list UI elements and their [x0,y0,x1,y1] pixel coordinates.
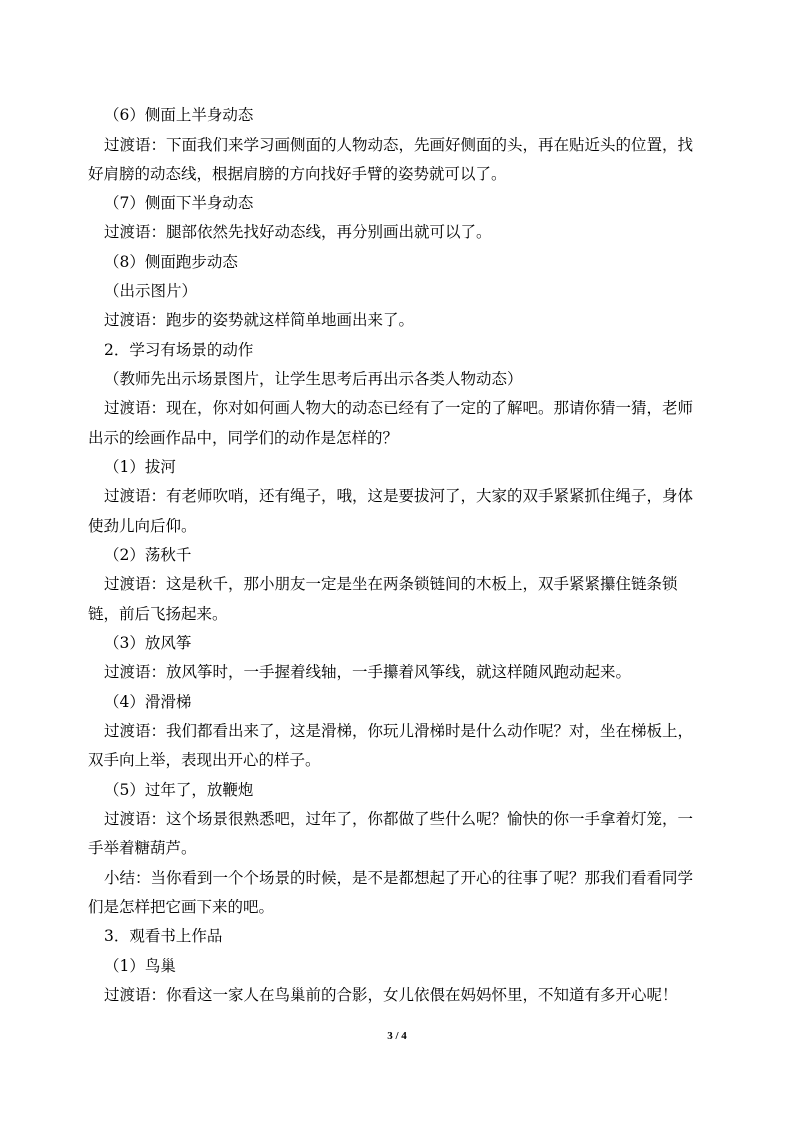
subheading: （5）过年了，放鞭炮 [104,781,254,799]
paragraph-line: 过渡语：有老师吹哨，还有绳子，哦，这是要拔河了，大家的双手紧紧抓住绳子，身体 [104,487,694,505]
paragraph-line: 链，前后飞扬起来。 [88,605,228,623]
paragraph-line: 使劲儿向后仰。 [88,517,197,535]
paragraph-line: 过渡语：下面我们来学习画侧面的人物动态，先画好侧面的头，再在贴近头的位置，找 [104,136,694,154]
subheading: （1）拔河 [104,458,176,476]
paragraph-line: 过渡语：这个场景很熟悉吧，过年了，你都做了些什么呢？愉快的你一手拿着灯笼，一 [104,810,694,828]
paragraph-line: 过渡语：放风筝时，一手握着线轴，一手攥着风筝线，就这样随风跑动起来。 [104,663,632,681]
note-line: （教师先出示场景图片，让学生思考后再出示各类人物动态） [104,370,523,388]
paragraph-line: 双手向上举，表现出开心的样子。 [88,751,321,769]
paragraph-line: 手举着糖葫芦。 [88,839,197,857]
paragraph-line: 出示的绘画作品中，同学们的动作是怎样的？ [88,429,399,447]
subheading: （8）侧面跑步动态 [104,253,238,271]
paragraph-line: 过渡语：这是秋千，那小朋友一定是坐在两条锁链间的木板上，双手紧紧攥住链条锁 [104,575,678,593]
paragraph-line: 好肩膀的动态线，根据肩膀的方向找好手臂的姿势就可以了。 [88,165,507,183]
paragraph-line: 过渡语：你看这一家人在鸟巢前的合影，女儿依偎在妈妈怀里，不知道有多开心呢！ [104,986,678,1004]
subheading: （7）侧面下半身动态 [104,194,254,212]
note-line: （出示图片） [104,282,198,300]
paragraph-line: 过渡语：腿部依然先找好动态线，再分别画出就可以了。 [104,223,492,241]
paragraph-line: 过渡语：现在，你对如何画人物大的动态已经有了一定的了解吧。那请你猜一猜，老师 [104,399,694,417]
paragraph-line: 过渡语：跑步的姿势就这样简单地画出来了。 [104,311,415,329]
paragraph-line: 过渡语：我们都看出来了，这是滑梯，你玩儿滑梯时是什么动作呢？对，坐在梯板上， [104,722,694,740]
subheading: （1）鸟巢 [104,957,176,975]
summary-line: 们是怎样把它画下来的吧。 [88,898,275,916]
section-heading: 3．观看书上作品 [104,927,223,945]
subheading: （6）侧面上半身动态 [104,106,254,124]
section-heading: 2．学习有场景的动作 [104,341,254,359]
subheading: （4）滑滑梯 [104,693,192,711]
summary-line: 小结：当你看到一个个场景的时候，是不是都想起了开心的往事了呢？那我们看看同学 [104,869,694,887]
subheading: （3）放风筝 [104,634,192,652]
page-number: 3 / 4 [387,1030,407,1042]
subheading: （2）荡秋千 [104,546,192,564]
